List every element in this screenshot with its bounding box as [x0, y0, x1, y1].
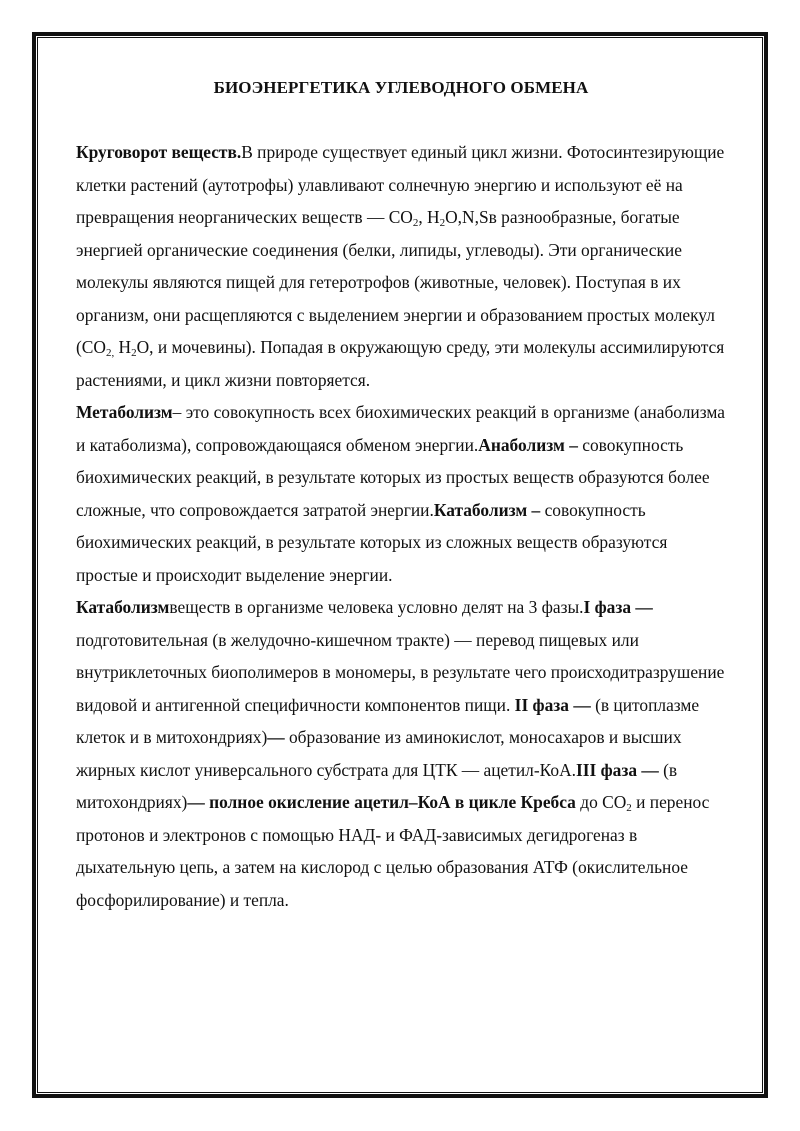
- term-anabolism: Анаболизм –: [478, 434, 578, 455]
- term-catabolism: Катаболизм –: [433, 499, 541, 520]
- term-krebs-oxidation: — полное окисление ацетил–КоА в цикле Кребса: [187, 792, 576, 812]
- text-segment: совокупность биохимических реакций, в результате которых из сложных веществ образуются простые и происходит выделение энергии.: [76, 499, 668, 585]
- text-segment: , H: [418, 207, 440, 227]
- text-segment: В природе существует единый цикл жизни. Фотосинтезирующие клетки растений (аутотрофы) улавливают солнечную энергию и используют её на превращения неорганических веществ — CO: [76, 142, 725, 227]
- subscript: 2: [626, 802, 632, 814]
- subscript: 2: [439, 217, 446, 229]
- paragraph-phases: [76, 591, 726, 916]
- term-phase-2: II фаза —: [514, 694, 591, 715]
- paragraph-cycle: [76, 136, 726, 396]
- text-segment: O, и мочевины). Попадая в окружающую среду, эти молекулы ассимилируются растениями, и цикл жизни повторяется.: [76, 337, 725, 390]
- term-catabolism-phases: Катаболизм: [76, 597, 170, 617]
- subscript: 2: [412, 217, 419, 229]
- term-metabolism: Метаболизм: [76, 402, 173, 422]
- text-segment: до CO: [575, 792, 627, 812]
- term-phase-1: I фаза —: [583, 597, 653, 617]
- paragraph-metabolism: [76, 396, 726, 591]
- subscript: 2,: [105, 347, 115, 359]
- document-body: [76, 72, 726, 916]
- text-segment: подготовительная (в желудочно-кишечном тракте) — перевод пищевых или внутриклеточных биополимеров в мономеры, в результате чего происходитразрушение видовой и антигенной специфичности компонентов пищи.: [76, 629, 725, 715]
- text-segment: веществ в организме человека условно делят на 3 фазы.: [169, 597, 584, 617]
- text-segment: образование из аминокислот, моносахаров и высших жирных кислот универсального субстрата для ЦТК — ацетил-КоА.: [76, 727, 682, 780]
- text-segment: и перенос протонов и электронов с помощью НАД- и ФАД-зависимых дегидрогеназ в дыхательную цепь, а затем на кислород с целью образования АТФ (окислительное фосфорилирование) и тепла.: [76, 792, 710, 910]
- text-segment: (в митохондриях): [76, 759, 678, 812]
- term-cycle: Круговорот веществ.: [76, 142, 242, 162]
- subscript: 2: [131, 347, 137, 359]
- text-segment: H: [114, 337, 132, 357]
- term-phase-3: III фаза —: [575, 759, 659, 780]
- document-title: БИОЭНЕРГЕТИКА УГЛЕВОДНОГО ОБМЕНА: [213, 78, 589, 97]
- text-segment: – это совокупность всех биохимических реакций в организме (анаболизма и катаболизма), сопровождающаяся обменом энергии.: [76, 402, 725, 455]
- text-segment: O,N,Sв разнообразные, богатые энергией органические соединения (белки, липиды, углеводы). Эти органические молекулы являются пищей для гетеротрофов (животные, человек). Поступая в их организм, они расщепляются с выделением энергии и образованием простых молекул (CO: [76, 207, 715, 357]
- text-segment: (в цитоплазме клеток и в митохондриях): [76, 694, 700, 747]
- dash-bold: —: [267, 727, 285, 747]
- text-segment: совокупность биохимических реакций, в результате которых из простых веществ образуются более сложные, что сопровождается затратой энергии.: [76, 434, 710, 520]
